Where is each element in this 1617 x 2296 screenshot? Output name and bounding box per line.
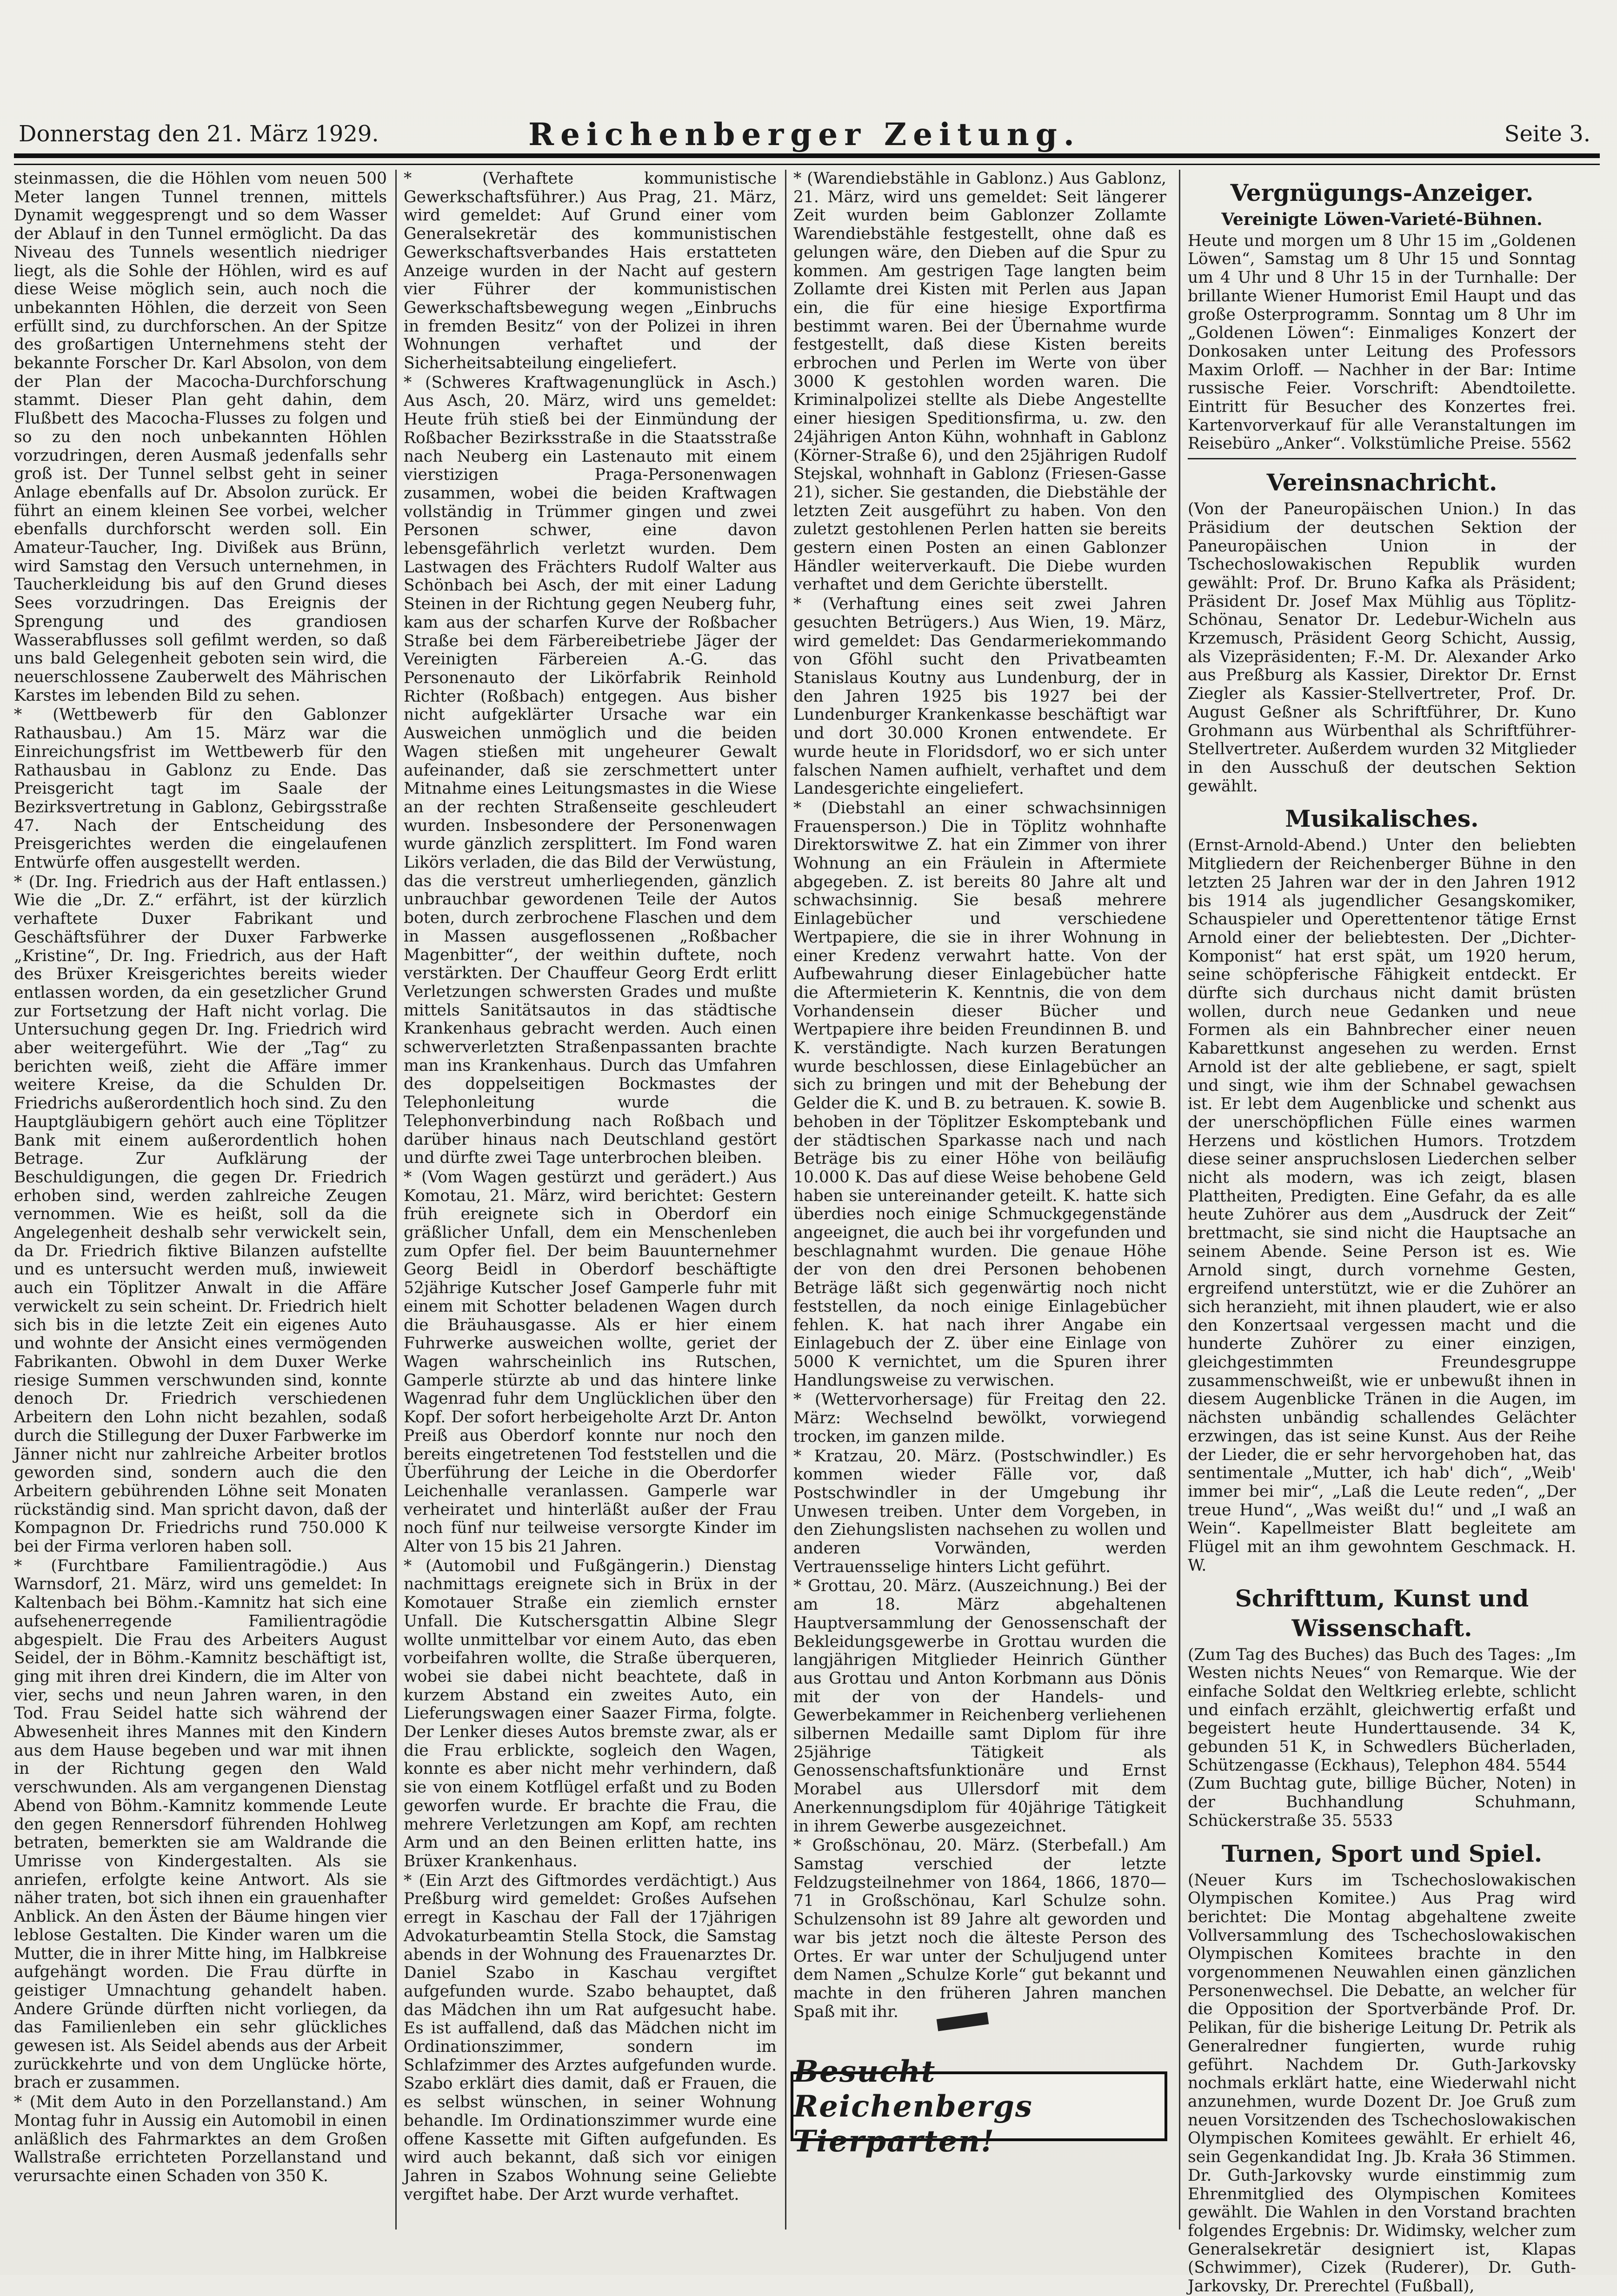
article-text: * (Mit dem Auto in den Porzellanstand.) Am Montag fuhr in Aussig ein Automobil in einen anläßlich des Fahrmarktes an dem Großen Wallstraße errichteten Porzellanstand und verursachte einen Schaden von 350 K. bbox=[14, 2093, 387, 2185]
column-1 bbox=[14, 170, 387, 2230]
section-text: (Ernst-Arnold-Abend.) Unter den beliebten Mitgliedern der Reichenberger Bühne in den letzten 25 Jahren war der in den Jahren 1912 bis 1914 als jugendlicher Gesangskomiker, Schauspieler und Operettentenor tätige Ernst Arnold einer der beliebtesten. Der „Dichter-Komponist“ hat erst spät, um 1920 herum, seine schöpferische Fähigkeit entdeckt. Er dürfte sich durchaus nicht damit brüsten wollen, durch neue Gedanken und neue Formen als ein Bahnbrecher einer neuen Kabarettkunst angesehen zu werden. Ernst Arnold ist der alte gebliebene, er sagt, spielt und singt, wie ihm der Schnabel gewachsen ist. Er lebt dem Augenblicke und schenkt aus der unerschöpflichen Fülle eines warmen Herzens und köstlichen Humors. Trotzdem diese seiner anspruchslosen Liederchen selber nicht als modern, was ich zeigt, blasen Plattheiten, Predigten. Eine Gefahr, da es alle heute Zuhörer aus dem „Ausdruck der Zeit“ brettmacht, sie sind nicht die Hauptsache an seinem Abende. Seine Person ist es. Wie Arnold singt, durch vornehme Gesten, ergreifend unterstützt, wie er die Zuhörer an sich heranzieht, mit ihnen plaudert, wie er also den Konzertsaal vergessen macht und die hunderte Zuhörer zu einer einzigen, gleichgestimmten Freundesgruppe zusammenschweißt, wie er unbewußt ihnen in diesem Augenblicke Tränen in die Augen, im nächsten unbändig schallendes Gelächter erzwingen, das ist seine Kunst. Aus der Reihe der Lieder, die er sehr hervorgehoben hat, das sentimentale „Mutter, ich hab' dich“, „Weib' immer bei mir“, „Laß die Leute reden“, „Der treue Hund“, „Was weißt du!“ und „I waß an Wein“. Kapellmeister Blatt begleitete am Flügel mit an ihm gewohntem Geschmack. H. W. bbox=[1188, 836, 1576, 1575]
header-rule-thick bbox=[14, 153, 1600, 158]
article-text: * Kratzau, 20. März. (Postschwindler.) Es kommen wieder Fälle vor, daß Postschwindler in der Umgebung ihr Unwesen treiben. Unter dem Vorgeben, in den Ziehungslisten nachsehen zu wollen und anderen Vorwänden, werden Vertrauensselige hinters Licht geführt. bbox=[793, 1447, 1166, 1576]
article-text: * (Dr. Ing. Friedrich aus der Haft entlassen.) Wie die „Dr. Z.“ erfährt, ist der kürzlich verhaftete Duxer Fabrikant und Geschäftsführer der Duxer Farbwerke „Kristine“, Dr. Ing. Friedrich, aus der Haft des Brüxer Kreisgerichtes bereits wieder entlassen worden, da ein gesetzlicher Grund zur Fortsetzung der Haft nicht vorlag. Die Untersuchung gegen Dr. Ing. Friedrich wird aber weitergeführt. Wie der „Tag“ zu berichten weiß, zieht die Affäre immer weitere Kreise, da die Schulden Dr. Friedrichs außerordentlich hoch sind. Zu den Hauptgläubigern gehört auch eine Töplitzer Bank mit einem außerordentlich hohen Betrage. Zur Aufklärung der Beschuldigungen, die gegen Dr. Friedrich erhoben sind, werden zahlreiche Zeugen vernommen. Wie es heißt, soll da die Angelegenheit deshalb sehr verwickelt sein, da Dr. Friedrich fiktive Bilanzen aufstellte und es untersucht werden muß, inwieweit auch ein Töplitzer Anwalt in die Affäre verwickelt zu sein scheint. Dr. Friedrich hielt sich bis in die letzte Zeit ein eigenes Auto und wohnte der Ansicht eines vermögenden Fabrikanten. Obwohl in dem Duxer Werke riesige Summen verschwunden sind, konnte denoch Dr. Friedrich verschiedenen Arbeitern den Lohn nicht bezahlen, sodaß durch die Stillegung der Duxer Farbwerke im Jänner nicht nur zahlreiche Arbeiter brotlos geworden sind, sondern auch die den Arbeitern gebührenden Löhne seit Monaten rückständig sind. Man spricht davon, daß der Kompagnon Dr. Friedrichs rund 750.000 K bei der Firma verloren haben soll. bbox=[14, 872, 387, 1556]
section-title: Schrifttum, Kunst und Wissenschaft. bbox=[1235, 1584, 1529, 1642]
article-text: * (Wettervorhersage) für Freitag den 22. März: Wechselnd bewölkt, vorwiegend trocken, im ganzen milde. bbox=[793, 1390, 1166, 1446]
section-text: (Zum Buchtag gute, billige Bücher, Noten) in der Buchhandlung Schuhmann, Schückerstraße 35. 5533 bbox=[1188, 1774, 1576, 1830]
article-text: * (Ein Arzt des Giftmordes verdächtigt.) Aus Preßburg wird gemeldet: Großes Aufsehen erregt in Kaschau der Fall der 17jährigen Advokaturbeamtin Stella Stock, die Samstag abends in der Wohnung des Frauenarztes Dr. Daniel Szabo in Kaschau vergiftet aufgefunden wurde. Szabo behauptet, daß das Mädchen ihn um Rat aufgesucht habe. Es ist auffallend, daß das Mädchen nicht im Ordinationszimmer, sondern im Schlafzimmer des Arztes aufgefunden wurde. Szabo erklärt dies damit, daß er Frauen, die es selbst wünschen, in seiner Wohnung behandle. Im Ordinationszimmer wurde eine offene Kassette mit Giften aufgefunden. Es wird auch bekannt, daß sich vor einigen Jahren in Szabos Wohnung seine Geliebte vergiftet habe. Der Arzt wurde verhaftet. bbox=[404, 1871, 777, 2204]
page-number: Seite 3. bbox=[1504, 121, 1590, 147]
section-subtitle: Vereinigte Löwen-Varieté-Bühnen. bbox=[1221, 210, 1543, 229]
column-divider bbox=[395, 170, 397, 2230]
column-4 bbox=[1188, 170, 1576, 2296]
section-text: (Zum Tag des Buches) das Buch des Tages: „Im Westen nichts Neues“ von Remarque. Wie der einfache Soldat den Weltkrieg erlebte, schlicht und einfach erzählt, gleichwertig erfaßt und begeistert heute Hunderttausende. 34 K, gebunden 51 K, in Schwedlers Bücherladen, Schützengasse (Eckhaus), Telephon 484. 5544 bbox=[1188, 1645, 1576, 1775]
article-text: * (Vom Wagen gestürzt und gerädert.) Aus Komotau, 21. März, wird berichtet: Gestern früh ereignete sich in Oberdorf ein gräßlicher Unfall, dem ein Menschenleben zum Opfer fiel. Der beim Bauunternehmer Georg Beidl in Oberdorf beschäftigte 52jährige Kutscher Josef Gamperle fuhr mit einem mit Schotter beladenen Wagen durch die Bräuhausgasse. Als er hier einem Fuhrwerke ausweichen wollte, geriet der Wagen wahrscheinlich ins Rutschen, Gamperle stürzte ab und das hintere linke Wagenrad fuhr dem Unglücklichen über den Kopf. Der sofort herbeigeholte Arzt Dr. Anton Preiß aus Oberdorf konnte nur noch den bereits eingetretenen Tod feststellen und die Überführung der Leiche in die Oberdorfer Leichenhalle veranlassen. Gamperle war verheiratet und hinterläßt außer der Frau noch fünf nur teilweise versorgte Kinder im Alter von 15 bis 21 Jahren. bbox=[404, 1168, 777, 1556]
section-title: Vergnügungs-Anzeiger. bbox=[1230, 179, 1534, 206]
section-title: Musikalisches. bbox=[1285, 805, 1479, 833]
article-text: * (Automobil und Fußgängerin.) Dienstag nachmittags ereignete sich in Brüx in der Komotauer Straße ein ziemlich ernster Unfall. Die Kutschersgattin Albine Slegr wollte unmittelbar vor einem Auto, das eben vorbeifahren wollte, die Straße überqueren, wobei sie dabei nicht beachtete, daß in kurzem Abstand ein zweites Auto, ein Lieferungswagen einer Saazer Firma, folgte. Der Lenker dieses Autos bremste zwar, als er die Frau erblickte, sogleich den Wagen, konnte es aber nicht mehr verhindern, daß sie von einem Kotflügel erfaßt und zu Boden geworfen wurde. Er brachte die Frau, die mehrere Verletzungen am Kopf, am rechten Arm und an den Beinen erlitten hatte, ins Brüxer Krankenhaus. bbox=[404, 1556, 777, 1871]
article-text: * (Verhaftete kommunistische Gewerkschaftsführer.) Aus Prag, 21. März, wird gemeldet: Auf Grund einer vom Generalsekretär des kommunistischen Gewerkschaftsverbandes Hais erstatteten Anzeige wurden in der Nacht auf gestern vier Führer der kommunistischen Gewerkschaftsbewegung wegen „Einbruchs in fremden Besitz“ von der Polizei in ihren Wohnungen verhaftet und der Sicherheitsabteilung eingeliefert. bbox=[404, 169, 777, 373]
column-3 bbox=[793, 170, 1166, 2062]
section-text: (Neuer Kurs im Tschechoslowakischen Olympischen Komitee.) Aus Prag wird berichtet: Die Montag abgehaltene zweite Vollversammlung des Tschechoslowakischen Olympischen Komitees brachte in den vorgenommenen Neuwahlen einen gänzlichen Personenwechsel. Die Debatte, an welcher für die Opposition der Sportverbände Prof. Dr. Pelikan, für die bisherige Leitung Dr. Petrik als Generalredner fungierten, wurde ruhig geführt. Nachdem Dr. Guth-Jarkovsky nochmals erklärt hatte, eine Wiederwahl nicht anzunehmen, wurde Dozent Dr. Joe Gruß zum neuen Vorsitzenden des Tschechoslowakischen Olympischen Komitees gewählt. Er erhielt 46, sein Gegenkandidat Ing. Jb. Krała 36 Stimmen. Dr. Guth-Jarkovsky wurde einstimmig zum Ehrenmitglied des Olympischen Komitees gewählt. Die Wahlen in den Vorstand brachten folgendes Ergebnis: Dr. Widimsky, welcher zum Generalsekretär designiert ist, Klapas (Schwimmer), Cizek (Ruderer), Dr. Guth-Jarkovsky, Dr. Prerechtel (Fußball), bbox=[1188, 1871, 1576, 2296]
section-text: (Von der Paneuropäischen Union.) In das Präsidium der deutschen Sektion der Paneuropäischen Union in der Tschechoslowakischen Republik wurden gewählt: Prof. Dr. Bruno Kafka als Präsident; Präsident Dr. Josef Max Mühlig aus Töplitz-Schönau, Senator Dr. Ledebur-Wicheln aus Krzemusch, Präsident Georg Schicht, Aussig, als Vizepräsidenten; F.-M. Dr. Alexander Arko aus Preßburg als Kassier, Direktor Dr. Ernst Ziegler als Kassier-Stellvertreter, Prof. Dr. August Geßner als Schriftführer, Dr. Kuno Grohmann aus Würbenthal als Schriftführer-Stellvertreter. Außerdem wurden 32 Mitglieder in den Ausschuß der deutschen Sektion gewählt. bbox=[1188, 500, 1576, 796]
banner-text: Besucht Reichenbergs Tierparten! bbox=[793, 2054, 1033, 2159]
article-text: * Großschönau, 20. März. (Sterbefall.) Am Samstag verschied der letzte Feldzugsteilnehmer von 1864, 1866, 1870—71 in Großschönau, Karl Schulze sohn. Schulzensohn ist 89 Jahre alt geworden und war bis jetzt noch die älteste Person des Ortes. Er war unter der Schuljugend unter dem Namen „Schulze Korle“ gut bekannt und machte in den früheren Jahren manchen Spaß mit ihr. bbox=[793, 1836, 1166, 2021]
article-text: * (Furchtbare Familientragödie.) Aus Warnsdorf, 21. März, wird uns gemeldet: In Kaltenbach bei Böhm.-Kamnitz hat sich eine aufsehenerregende Familientragödie abgespielt. Die Frau des Arbeiters August Seidel, der in Böhm.-Kamnitz beschäftigt ist, ging mit ihren drei Kindern, die im Alter von vier, sechs und neun Jahren waren, in den Tod. Frau Seidel hatte sich während der Abwesenheit ihres Mannes mit den Kindern aus dem Hause begeben und war mit ihnen in der Richtung gegen den Wald verschwunden. Als am vergangenen Dienstag Abend von Böhm.-Kamnitz kommende Leute den gegen Rennersdorf führenden Hohlweg betraten, bemerkten sie am Waldrande die Umrisse von Kindergestalten. Als sie anriefen, erfolgte keine Antwort. Als sie näher traten, bot sich ihnen ein grauenhafter Anblick. An den Ästen der Bäume hingen vier leblose Gestalten. Die Kinder waren um die Mutter, die in ihrer Mitte hing, im Halbkreise aufgehängt worden. Die Frau dürfte in geistiger Umnachtung gehandelt haben. Andere Gründe dürften nicht vorliegen, da das Familienleben ein sehr glückliches gewesen ist. Als Seidel abends aus der Arbeit zurückkehrte und von dem Unglücke hörte, brach er zusammen. bbox=[14, 1556, 387, 2092]
section-title: Vereinsnachricht. bbox=[1266, 469, 1497, 497]
advertisement-banner bbox=[791, 2054, 1167, 2159]
column-divider bbox=[785, 170, 786, 2230]
article-text: * (Wettbewerb für den Gablonzer Rathausbau.) Am 15. März war die Einreichungsfrist im Wettbewerb für den Rathausbau in Gablonz zu Ende. Das Preisgericht tagt im Saale der Bezirksvertretung in Gablonz, Gebirgsstraße 47. Nach der Entscheidung des Preisgerichtes werden die eingelaufenen Entwürfe offen ausgestellt werden. bbox=[14, 705, 387, 872]
column-divider bbox=[1179, 170, 1180, 2230]
article-text: * (Warendiebstähle in Gablonz.) Aus Gablonz, 21. März, wird uns gemeldet: Seit längerer Zeit wurden beim Gablonzer Zollamte Warendiebstähle festgestellt, ohne daß es gelungen wäre, den Dieben auf die Spur zu kommen. Am gestrigen Tage langten beim Zollamte drei Kisten mit Perlen aus Japan ein, die für eine hiesige Exportfirma bestimmt waren. Bei der Übernahme wurde festgestellt, daß diese Kisten bereits erbrochen und Perlen im Werte von über 3000 K gestohlen worden waren. Die Kriminalpolizei stellte als Diebe Angestellte einer hiesigen Speditionsfirma, u. zw. den 24jährigen Anton Kühn, wohnhaft in Gablonz (Körner-Straße 6), und den 25jährigen Rudolf Stejskal, wohnhaft in Gablonz (Friesen-Gasse 21), sicher. Sie gestanden, die Diebstähle der letzten Zeit ausgeführt zu haben. Von den zuletzt gestohlenen Perlen hatten sie bereits gestern einen Posten an einen Gablonzer Händler weiterverkauft. Die Diebe wurden verhaftet und dem Gerichte überstellt. bbox=[793, 169, 1166, 594]
section-title: Turnen, Sport und Spiel. bbox=[1221, 1839, 1543, 1867]
newspaper-title: Reichenberger Zeitung. bbox=[528, 116, 1081, 153]
article-text: * (Schweres Kraftwagenunglück in Asch.) Aus Asch, 20. März, wird uns gemeldet: Heute früh stieß bei der Einmündung der Roßbacher Bezirksstraße in die Staatsstraße nach Neuberg ein Lastenauto mit einem vierstizigen Praga-Personenwagen zusammen, wobei die beiden Kraftwagen vollständig in Trümmer gingen und zwei Personen schwer, eine davon lebensgefährlich verletzt wurden. Dem Lastwagen des Frächters Rudolf Walter aus Schönbach bei Asch, der mit einer Ladung Steinen in der Richtung gegen Neuberg fuhr, kam aus der scharfen Kurve der Roßbacher Straße bei dem Färbereibetriebe Jäger der Vereinigten Färbereien A.-G. das Personenauto der Likörfabrik Reinhold Richter (Roßbach) entgegen. Aus bisher nicht aufgeklärter Ursache war ein Ausweichen unmöglich und die beiden Wagen stießen mit ungeheurer Gewalt aufeinander, daß sie zerschmettert unter Mitnahme eines Leitungsmastes in die Wiese an der rechten Straßenseite geschleudert wurden. Insbesondere der Personenwagen wurde gänzlich zersplittert. Im Fond waren Likörs verladen, die das Bild der Verwüstung, das die verstreut umherliegenden, gänzlich unbrauchbar gewordenen Teile der Autos boten, durch zerbrochene Flaschen und dem in Massen ausgeflossenen „Roßbacher Magenbitter“, der weithin duftete, noch verstärkten. Der Chauffeur Georg Erdt erlitt Verletzungen schwersten Grades und mußte mittels Sanitätsautos in das städtische Krankenhaus gebracht werden. Auch einen schwerverletzten Straßenpassanten brachte man ins Krankenhaus. Durch das Umfahren des doppelseitigen Bockmastes der Telephonleitung wurde die Telephonverbindung nach Roßbach und darüber hinaus nach Deutschland gestört und dürfte zwei Tage unterbrochen bleiben. bbox=[404, 373, 777, 1168]
article-text: * Grottau, 20. März. (Auszeichnung.) Bei der am 18. März abgehaltenen Hauptversammlung der Genossenschaft der Bekleidungsgewerbe in Grottau wurden die langjährigen Mitglieder Heinrich Günther aus Grottau und Anton Korbmann aus Dönis mit der von der Handels- und Gewerbekammer in Reichenberg verliehenen silbernen Medaille samt Diplom für ihre 25jährige Tätigkeit als Genossenschaftsfunktionäre und Ernst Morabel aus Ullersdorf mit dem Anerkennungsdiplom für 40jährige Tätigkeit in ihrem Gewerbe ausgezeichnet. bbox=[793, 1577, 1166, 1836]
article-text: * (Diebstahl an einer schwachsinnigen Frauensperson.) Die in Töplitz wohnhafte Direktorswitwe Z. hat ein Zimmer von ihrer Wohnung an ein Fräulein in Aftermiete abgegeben. Z. ist bereits 80 Jahre alt und schwachsinnig. Sie besaß mehrere Einlagebücher und verschiedene Wertpapiere, die sie in ihrer Wohnung in einer Kredenz verwahrt hatte. Von der Aufbewahrung dieser Einlagebücher hatte die Aftermieterin K. Kenntnis, die von dem Vorhandensein dieser Bücher und Wertpapiere ihre beiden Freundinnen B. und K. verständigte. Nach kurzen Beratungen wurde beschlossen, diese Einlagebücher an sich zu bringen und mit der Behebung der Gelder die K. und B. zu betrauen. K. sowie B. behoben in der Töplitzer Eskomptebank und der städtischen Sparkasse nach und nach Beträge bis zu einer Höhe von beiläufig 10.000 K. Das auf diese Weise behobene Geld haben sie untereinander geteilt. K. hatte sich überdies noch einige Schmuckgegenstände angeeignet, die auch bei ihr vorgefunden und beschlagnahmt wurden. Die genaue Höhe der von den drei Personen behobenen Beträge läßt sich gegenwärtig noch nicht feststellen, da noch einige Einlagebücher fehlen. K. hat nach ihrer Angabe ein Einlagebuch der Z. über eine Einlage von 5000 K vernichtet, um die Spuren ihrer Handlungsweise zu verwischen. bbox=[793, 798, 1166, 1390]
article-text: * (Verhaftung eines seit zwei Jahren gesuchten Betrügers.) Aus Wien, 19. März, wird gemeldet: Das Gendarmeriekommando von Gföhl sucht den Privatbeamten Stanislaus Koutny aus Lundenburg, der in den Jahren 1925 bis 1927 bei der Lundenburger Krankenkasse beschäftigt war und dort 30.000 Kronen entwendete. Er wurde heute in Floridsdorf, wo er sich unter falschen Namen aufhielt, verhaftet und dem Landesgerichte eingeliefert. bbox=[793, 595, 1166, 798]
article-text: steinmassen, die die Höhlen vom neuen 500 Meter langen Tunnel trennen, mittels Dynamit weggesprengt und so dem Wasser der Ablauf in den Tunnel ermöglicht. Da das Niveau des Tunnels wesentlich niedriger liegt, als die Sohle der Höhlen, wird es auf diese Weise möglich sein, auch noch die unbekannten Höhlen, die derzeit von Seen erfüllt sind, zu durchforschen. An der Spitze des großartigen Unternehmens steht der bekannte Forscher Dr. Karl Absolon, von dem der Plan der Macocha-Durchforschung stammt. Dieser Plan geht dahin, dem Flußbett des Macocha-Flusses zu folgen und so zu den noch unbekannten Höhlen vorzudringen, deren Ausmaß jedenfalls sehr groß ist. Der Tunnel selbst geht in seiner Anlage ebenfalls auf Dr. Absolon zurück. Er führt an einem kleinen See vorbei, welcher ebenfalls durchforscht werden soll. Ein Amateur-Taucher, Ing. Divißek aus Brünn, wird Samstag den Versuch unternehmen, in Taucherkleidung bis auf den Grund dieses Sees vorzudringen. Das Ereignis der Sprengung und des grandiosen Wasserabflusses soll gefilmt werden, so daß uns bald Gelegenheit geboten sein wird, die neuerschlossene Zauberwelt des Mährischen Karstes im lebenden Bild zu sehen. bbox=[14, 169, 387, 705]
section-rule bbox=[1188, 458, 1576, 459]
column-2 bbox=[404, 170, 777, 2230]
section-text: Heute und morgen um 8 Uhr 15 im „Goldenen Löwen“, Samstag um 8 Uhr 15 und Sonntag um 4 Uhr und 8 Uhr 15 in der Turnhalle: Der brillante Wiener Humorist Emil Haupt und das große Osterprogramm. Sonntag um 8 Uhr im „Goldenen Löwen“: Einmaliges Konzert der Donkosaken unter Leitung des Professors Maxim Orloff. — Nachher in der Bar: Intime russische Feier. Vorschrift: Abendtoilette. Eintritt für Besucher des Konzertes frei. Kartenvorverkauf für alle Veranstaltungen im Reisebüro „Anker“. Volkstümliche Preise. 5562 bbox=[1188, 231, 1576, 453]
header-date: Donnerstag den 21. März 1929. bbox=[19, 121, 379, 147]
header-rule-thin bbox=[14, 164, 1600, 165]
